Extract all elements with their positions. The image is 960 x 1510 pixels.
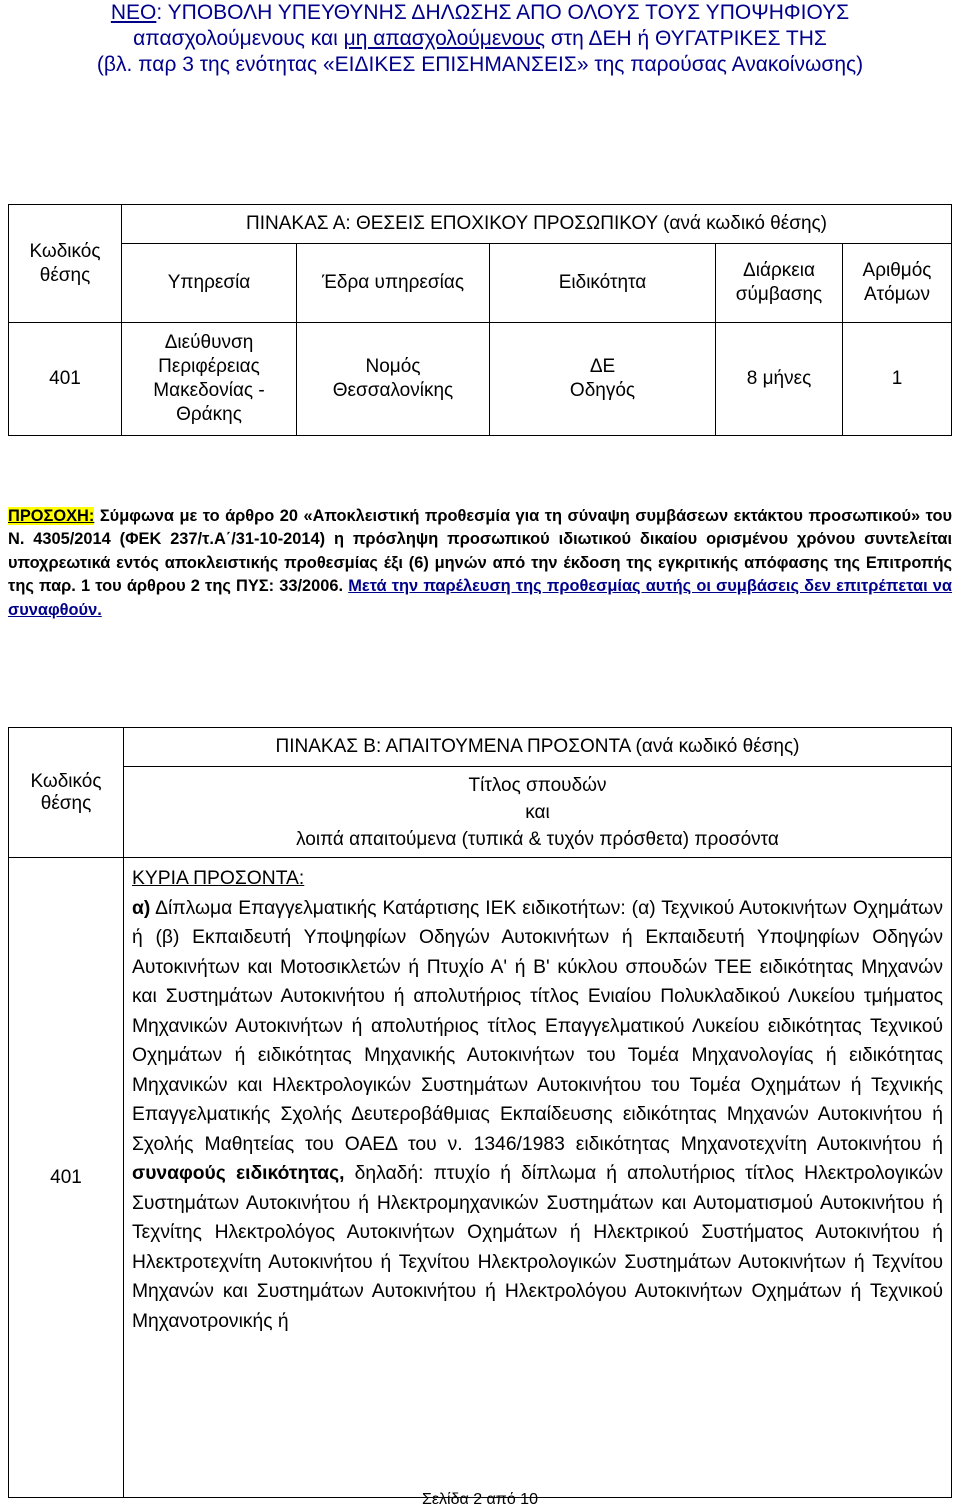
table-a-header-specialty: Ειδικότητα [490, 244, 716, 323]
table-b-code: 401 [9, 858, 124, 1498]
table-b-header-line: Τίτλος σπουδών [468, 774, 607, 796]
table-a-code: 401 [9, 323, 122, 436]
seat-line: Νομός [365, 356, 421, 377]
table-row [9, 323, 952, 436]
table-a-seat [297, 323, 490, 436]
notice-line2-b: μη απασχολούμενους [343, 27, 546, 50]
table-b-header-code: Κωδικός θέσης [9, 728, 124, 858]
table-b-title: ΠΙΝΑΚΑΣ Β: ΑΠΑΙΤΟΥΜΕΝΑ ΠΡΟΣΟΝΤΑ (ανά κωδικό θέσης) [124, 728, 952, 767]
table-a-specialty [490, 323, 716, 436]
table-a-header-service: Υπηρεσία [122, 244, 297, 323]
table-b-header-line: και [525, 801, 550, 823]
warning-label: ΠΡΟΣΟΧΗ: [8, 507, 95, 525]
table-a-service [122, 323, 297, 436]
page-footer: Σελίδα 2 από 10 [422, 1491, 538, 1508]
notice-header [0, 0, 960, 78]
table-a-persons: 1 [843, 323, 952, 436]
item-bold: συναφούς ειδικότητας, [132, 1163, 345, 1184]
service-line: Διεύθυνση [164, 332, 254, 353]
service-line: Θράκης [176, 404, 242, 425]
table-a-header-code: Κωδικός θέσης [9, 205, 122, 323]
notice-line2-a: απασχολούμενους και [133, 27, 344, 50]
main-qualifications-label: ΚΥΡΙΑ ΠΡΟΣΟΝΤΑ: [132, 868, 305, 889]
table-a-header-persons: Αριθμός Ατόμων [843, 244, 952, 323]
seat-line: Θεσσαλονίκης [332, 380, 454, 401]
notice-line2-c: στη ΔΕΗ ή ΘΥΓΑΤΡΙΚΕΣ ΤΗΣ [545, 27, 827, 50]
notice-line1: : ΥΠΟΒΟΛΗ ΥΠΕΥΘΥΝΗΣ ΔΗΛΩΣΗΣ ΑΠΟ ΟΛΟΥΣ ΤΟΥΣ ΥΠΟΨΗΦΙΟΥΣ [156, 1, 850, 24]
table-b-header-line: λοιπά απαιτούμενα (τυπικά & τυχόν πρόσθετα) προσόντα [296, 828, 779, 850]
item-text-2: δηλαδή: πτυχίο ή δίπλωμα ή απολυτήριος τίτλος Ηλεκτρολογικών Συστημάτων Αυτοκινήτου ή Ηλεκτρομηχανικών Συστημάτων και Αυτοματισμού Αυτοκινήτου ή Τεχνίτης Ηλεκτρολόγος Αυτοκινήτων Οχημάτων ή Ηλεκτρικού Συστήματος Αυτοκινήτου ή Ηλεκτροτεχνίτη Αυτοκινήτου ή Τεχνίτου Ηλεκτρολογικών Συστημάτων Αυτοκινήτων ή Τεχνίτου Μηχανών και Συστημάτων Αυτοκινήτου ή Ηλεκτρολόγου Αυτοκινήτων Οχημάτων ή Τεχνικού Μηχανοτρονικής ή [132, 1163, 944, 1332]
specialty-line: ΔΕ [589, 356, 616, 377]
specialty-line: Οδηγός [569, 380, 636, 401]
table-a-header-seat: Έδρα υπηρεσίας [297, 244, 490, 323]
service-line: Μακεδονίας - [153, 380, 265, 401]
table-a-title: ΠΙΝΑΚΑΣ Α: ΘΕΣΕΙΣ ΕΠΟΧΙΚΟΥ ΠΡΟΣΩΠΙΚΟΥ (ανά κωδικό θέσης) [122, 205, 952, 244]
table-a-header-duration: Διάρκεια σύμβασης [716, 244, 843, 323]
notice-new-label: ΝΕΟ [110, 1, 157, 24]
table-row [9, 858, 952, 1498]
warning-paragraph [8, 505, 952, 622]
table-a [8, 204, 952, 436]
table-b-header [124, 767, 952, 858]
warning-emphasis: Μετά την παρέλευση της προθεσμίας αυτής οι συμβάσεις δεν επιτρέπεται να συναφθούν. [8, 577, 952, 619]
item-label: α) [132, 897, 151, 919]
table-b-content [124, 858, 952, 1498]
table-b [8, 727, 952, 1498]
notice-line3: (βλ. παρ 3 της ενότητας «ΕΙΔΙΚΕΣ ΕΠΙΣΗΜΑΝΣΕΙΣ» της παρούσας Ανακοίνωσης) [96, 53, 864, 76]
table-a-duration: 8 μήνες [716, 323, 843, 436]
service-line: Περιφέρειας [158, 356, 260, 377]
item-text-1: Δίπλωμα Επαγγελματικής Κατάρτισης ΙΕΚ ειδικοτήτων: (α) Τεχνικού Αυτοκινήτων Οχημάτων ή (β) Εκπαιδευτή Υποψηφίων Οδηγών Αυτοκινήτων ή Εκπαιδευτή Υποψηφίων Οδηγών Αυτοκινήτων και Μοτοσικλετών ή Πτυχίο Α' ή Β' κύκλου σπουδών ΤΕΕ ειδικότητας Μηχανών και Συστημάτων Αυτοκινήτου ή απολυτήριος τίτλος Ενιαίου Πολυκλαδικού Λυκείου τμήματος Μηχανικών Αυτοκινήτων ή απολυτήριος τίτλος Επαγγελματικού Λυκείου ειδικότητας Τεχνικού Οχημάτων ή ειδικότητας Μηχανικής Αυτοκινήτων του Τομέα Μηχανολογίας ή ειδικότητας Μηχανικών και Ηλεκτρολογικών Συστημάτων Αυτοκινήτου του Τομέα Οχημάτων ή Τεχνικής Επαγγελματικής Σχολής Δευτεροβάθμιας Εκπαίδευσης ειδικότητας Μηχανών Αυτοκινήτου ή Σχολής Μαθητείας του ΟΑΕΔ του ν. 1346/1983 ειδικότητας Μηχανοτεχνίτη Αυτοκινήτου ή [132, 897, 943, 1155]
warning-text: Σύμφωνα με το άρθρο 20 «Αποκλειστική προθεσμία για τη σύναψη συμβάσεων εκτάκτου προσωπικού» του Ν. 4305/2014 (ΦΕΚ 237/τ.Α΄/31-10-2014) η πρόσληψη προσωπικού ιδιωτικού δικαίου ορισμένου χρόνου συντελείται υποχρεωτικά εντός αποκλειστικής προθεσμίας έξι (6) μηνών από την έκδοση της εγκριτικής απόφασης της Επιτροπής της παρ. 1 του άρθρου 2 της ΠΥΣ: 33/2006. [8, 507, 952, 596]
